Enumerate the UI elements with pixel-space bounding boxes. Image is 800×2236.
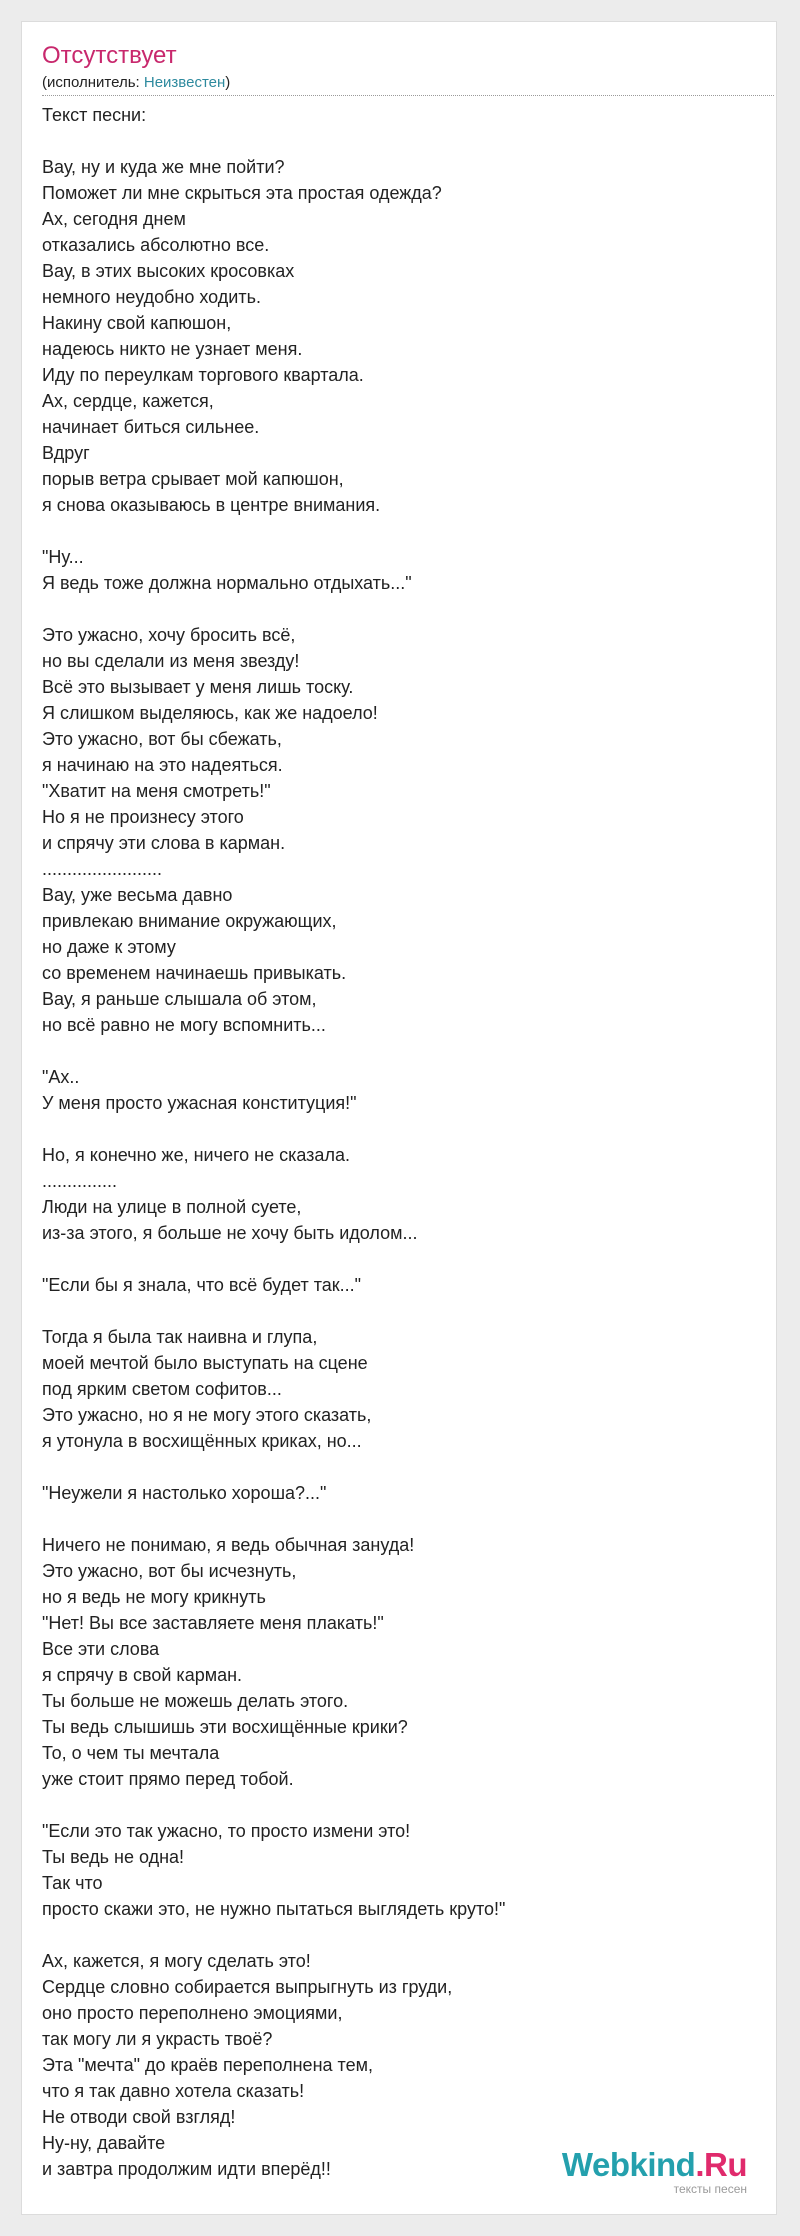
lyric-line: "Ну... <box>42 547 84 567</box>
lyric-line <box>42 1454 757 1480</box>
dotted-divider <box>42 95 774 96</box>
lyric-line: Тогда я была так наивна и глупа, <box>42 1327 318 1347</box>
lyric-line: начинает биться сильнее. <box>42 417 260 437</box>
lyric-line: но вы сделали из меня звезду! <box>42 651 300 671</box>
lyric-line: оно просто переполнено эмоциями, <box>42 2003 343 2023</box>
lyric-line: Это ужасно, но я не могу этого сказать, <box>42 1405 372 1425</box>
lyric-line: Ну-ну, давайте <box>42 2133 166 2153</box>
artist-link[interactable]: Неизвестен <box>143 74 226 91</box>
lyric-line: под ярким светом софитов... <box>42 1379 282 1399</box>
lyric-line <box>42 1922 757 1948</box>
lyric-line: Но, я конечно же, ничего не сказала. <box>42 1145 350 1165</box>
lyric-line: "Хватит на меня смотреть!" <box>42 781 271 801</box>
lyric-line: привлекаю внимание окружающих, <box>42 911 337 931</box>
artist-prefix: (исполнитель: <box>42 74 144 91</box>
lyric-line: "Ах.. <box>42 1067 80 1087</box>
lyric-line: я спрячу в свой карман. <box>42 1665 243 1685</box>
lyric-line: Вау, в этих высоких кросовках <box>42 261 295 281</box>
lyric-line: но я ведь не могу крикнуть <box>42 1587 266 1607</box>
artist-line <box>42 73 230 93</box>
lyric-line <box>42 1038 757 1064</box>
lyric-line: но даже к этому <box>42 937 176 957</box>
logo-wordmark <box>562 2148 747 2182</box>
lyric-line: Эта "мечта" до краёв переполнена тем, <box>42 2055 373 2075</box>
lyric-line <box>42 518 757 544</box>
logo-tagline: тексты песен <box>673 2182 747 2196</box>
lyric-line: и спрячу эти слова в карман. <box>42 833 286 853</box>
artist-suffix: ) <box>225 74 231 91</box>
lyric-line: Это ужасно, вот бы сбежать, <box>42 729 282 749</box>
lyric-line: Но я не произнесу этого <box>42 807 244 827</box>
lyric-line: порыв ветра срывает мой капюшон, <box>42 469 344 489</box>
logo-tld: .Ru <box>695 2146 747 2183</box>
lyric-line: Это ужасно, вот бы исчезнуть, <box>42 1561 297 1581</box>
lyrics-card <box>21 21 777 2215</box>
lyric-line: Люди на улице в полной суете, <box>42 1197 302 1217</box>
lyric-line: и завтра продолжим идти вперёд!! <box>42 2159 331 2179</box>
lyric-line: что я так давно хотела сказать! <box>42 2081 305 2101</box>
lyric-line: я утонула в восхищённых криках, но... <box>42 1431 362 1451</box>
lyric-line: я начинаю на это надеяться. <box>42 755 283 775</box>
lyric-line: Накину свой капюшон, <box>42 313 232 333</box>
lyric-line <box>42 1506 757 1532</box>
lyric-line: "Если это так ужасно, то просто измени это! <box>42 1821 411 1841</box>
lyric-line: Вау, я раньше слышала об этом, <box>42 989 317 1009</box>
lyric-line: но всё равно не могу вспомнить... <box>42 1015 326 1035</box>
lyric-line <box>42 1298 757 1324</box>
lyric-line: Все эти слова <box>42 1639 160 1659</box>
lyric-line: Ты больше не можешь делать этого. <box>42 1691 349 1711</box>
lyric-line: Ах, кажется, я могу сделать это! <box>42 1951 311 1971</box>
lyric-line <box>42 128 757 154</box>
lyric-line: моей мечтой было выступать на сцене <box>42 1353 368 1373</box>
lyric-line: Ничего не понимаю, я ведь обычная зануда! <box>42 1535 415 1555</box>
lyric-line: Сердце словно собирается выпрыгнуть из груди, <box>42 1977 453 1997</box>
lyric-line <box>42 1246 757 1272</box>
lyric-line: немного неудобно ходить. <box>42 287 261 307</box>
lyric-line: из-за этого, я больше не хочу быть идолом... <box>42 1223 418 1243</box>
lyric-line: Текст песни: <box>42 105 147 125</box>
lyric-line: У меня просто ужасная конституция!" <box>42 1093 357 1113</box>
song-title: Отсутствует <box>42 42 177 69</box>
lyric-line: Ах, сегодня днем <box>42 209 186 229</box>
lyric-line: Я ведь тоже должна нормально отдыхать..." <box>42 573 412 593</box>
lyric-line: "Если бы я знала, что всё будет так..." <box>42 1275 362 1295</box>
logo-brand: Webkind <box>561 2146 696 2183</box>
lyric-line: Поможет ли мне скрыться эта простая одежда? <box>42 183 442 203</box>
lyric-line: "Нет! Вы все заставляете меня плакать!" <box>42 1613 384 1633</box>
lyric-line: Вдруг <box>42 443 90 463</box>
lyric-line: Это ужасно, хочу бросить всё, <box>42 625 296 645</box>
lyrics-text <box>42 102 757 2182</box>
lyric-line: Ах, сердце, кажется, <box>42 391 214 411</box>
lyric-line: Так что <box>42 1873 103 1893</box>
lyric-line: Я слишком выделяюсь, как же надоело! <box>42 703 378 723</box>
lyric-line: "Неужели я настолько хороша?..." <box>42 1483 327 1503</box>
lyric-line: Иду по переулкам торгового квартала. <box>42 365 364 385</box>
lyric-line: Всё это вызывает у меня лишь тоску. <box>42 677 354 697</box>
lyric-line: отказались абсолютно все. <box>42 235 270 255</box>
lyric-line: я снова оказываюсь в центре внимания. <box>42 495 381 515</box>
lyric-line: со временем начинаешь привыкать. <box>42 963 347 983</box>
lyric-line: надеюсь никто не узнает меня. <box>42 339 303 359</box>
lyric-line <box>42 1792 757 1818</box>
site-logo[interactable] <box>562 2148 747 2196</box>
lyric-line: ............... <box>42 1171 118 1191</box>
lyric-line: Вау, ну и куда же мне пойти? <box>42 157 285 177</box>
lyric-line: уже стоит прямо перед тобой. <box>42 1769 294 1789</box>
lyric-line: ........................ <box>42 859 163 879</box>
lyric-line: Не отводи свой взгляд! <box>42 2107 236 2127</box>
lyric-line: просто скажи это, не нужно пытаться выглядеть круто!" <box>42 1899 506 1919</box>
lyric-line: Ты ведь слышишь эти восхищённые крики? <box>42 1717 408 1737</box>
lyric-line: так могу ли я украсть твоё? <box>42 2029 273 2049</box>
lyric-line: То, о чем ты мечтала <box>42 1743 220 1763</box>
lyric-line: Ты ведь не одна! <box>42 1847 185 1867</box>
lyric-line: Вау, уже весьма давно <box>42 885 233 905</box>
lyric-line <box>42 1116 757 1142</box>
lyric-line <box>42 596 757 622</box>
